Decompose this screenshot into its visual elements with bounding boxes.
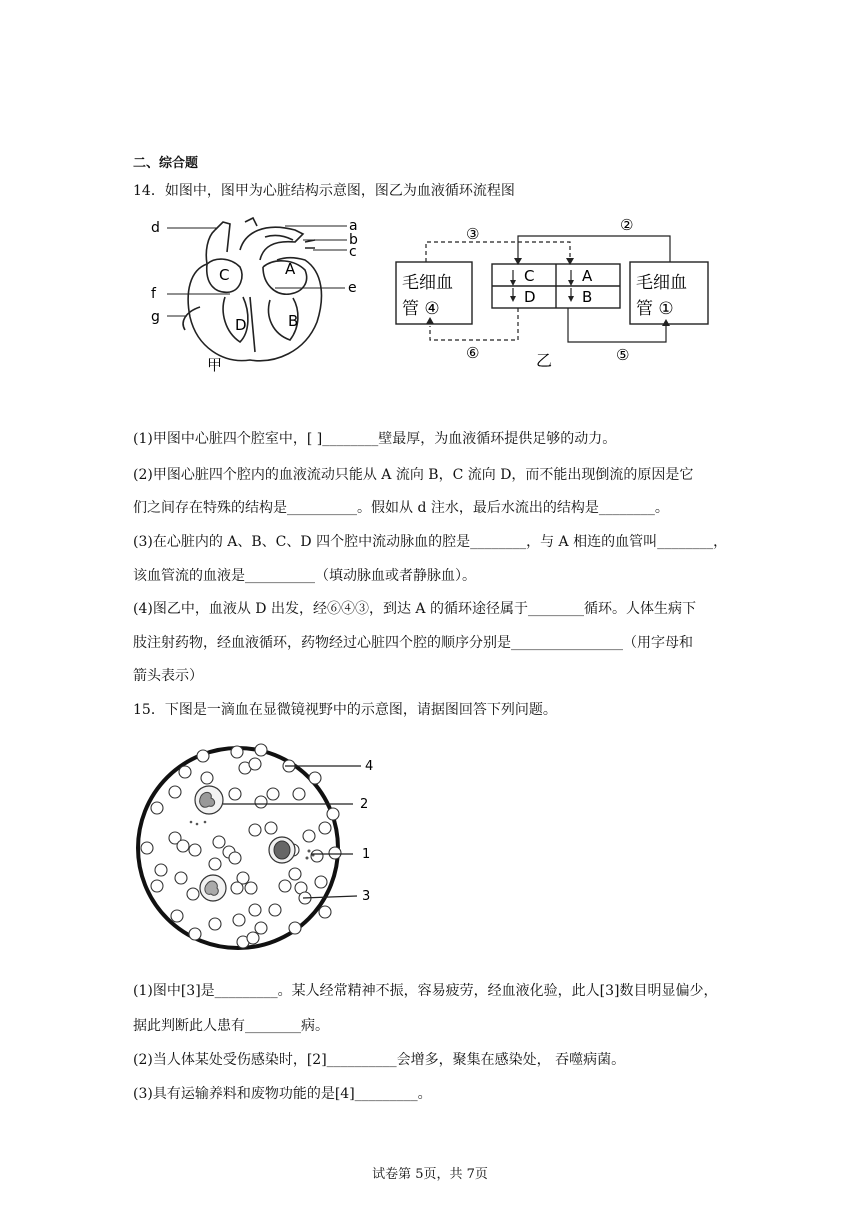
section-title: 二、综合题: [133, 156, 199, 171]
figure-jia-caption: 甲: [207, 356, 223, 372]
heart-label-d: d: [151, 220, 160, 236]
q14-title: 14．如图中，图甲为心脏结构示意图，图乙为血液循环流程图: [133, 183, 515, 199]
capillary-left-line1: 毛细血: [402, 273, 453, 293]
capillary-right-line2: 管 ①: [636, 299, 674, 319]
capillary-right-line1: 毛细血: [636, 273, 687, 293]
smear-label-3: 3: [362, 889, 371, 904]
heart-label-a: a: [349, 218, 358, 234]
flow-cell-B: B: [582, 288, 593, 306]
heart-label-f: f: [151, 286, 156, 302]
heart-chamber-D: D: [235, 316, 247, 334]
heart-chamber-C: C: [219, 266, 230, 284]
smear-label-1: 1: [362, 847, 371, 862]
heart-chamber-B: B: [288, 312, 299, 330]
heart-label-e: e: [348, 280, 357, 296]
q15-line-2: 据此判断此人患有________病。: [133, 1018, 329, 1034]
capillary-left-line2: 管 ④: [402, 299, 440, 319]
q14-line-3: 们之间存在特殊的结构是__________。假如从 d 注水，最后水流出的结构是________。: [133, 500, 669, 516]
q14-line-8: 箭头表示）: [133, 668, 203, 684]
heart-chamber-A: A: [285, 260, 296, 278]
q15-line-3: (2)当人体某处受伤感染时，[2]__________会增多，聚集在感染处， 吞噬病菌。: [133, 1052, 626, 1068]
flow-label-6: ⑥: [466, 344, 480, 362]
q15-line-4: (3)具有运输养料和废物功能的是[4]_________。: [133, 1086, 432, 1102]
flow-label-5: ⑤: [616, 346, 630, 364]
flow-cell-C: C: [524, 267, 535, 285]
circulation-flow-figure: [390, 212, 720, 372]
q14-line-4: (3)在心脏内的 A、B、C、D 四个腔中流动脉血的腔是________，与 A 相连的血管叫________，: [133, 534, 728, 550]
q14-line-2: (2)甲图心脏四个腔内的血液流动只能从 A 流向 B，C 流向 D，而不能出现倒流的原因是它: [133, 467, 694, 483]
heart-label-g: g: [151, 309, 160, 325]
q14-line-6: (4)图乙中，血液从 D 出发，经⑥④③，到达 A 的循环途径属于________循环。人体生病下: [133, 601, 696, 617]
q14-line-1: (1)甲图中心脏四个腔室中，[ ]________壁最厚，为血液循环提供足够的动力。: [133, 431, 617, 447]
blood-smear-figure: [135, 738, 385, 960]
q15-title: 15．下图是一滴血在显微镜视野中的示意图，请据图回答下列问题。: [133, 702, 557, 718]
flow-label-3: ③: [466, 225, 480, 243]
heart-label-b: b: [349, 232, 358, 248]
heart-structure-figure: [145, 212, 365, 372]
smear-label-4: 4: [365, 759, 374, 774]
flow-cell-D: D: [524, 288, 536, 306]
flow-cell-A: A: [582, 267, 593, 285]
page-footer: 试卷第 5页，共 7页: [372, 1167, 488, 1182]
figure-yi-caption: 乙: [536, 351, 553, 370]
smear-label-2: 2: [360, 797, 369, 812]
heart-label-c: c: [349, 244, 357, 260]
flow-label-2: ②: [620, 216, 634, 234]
q14-line-7: 肢注射药物，经血液循环，药物经过心脏四个腔的顺序分别是________________（用字母和: [133, 635, 693, 651]
q15-line-1: (1)图中[3]是_________。某人经常精神不振，容易疲劳，经血液化验，此人[3]数目明显偏少，: [133, 983, 718, 999]
q14-line-5: 该血管流的血液是__________（填动脉血或者静脉血）。: [133, 568, 476, 584]
